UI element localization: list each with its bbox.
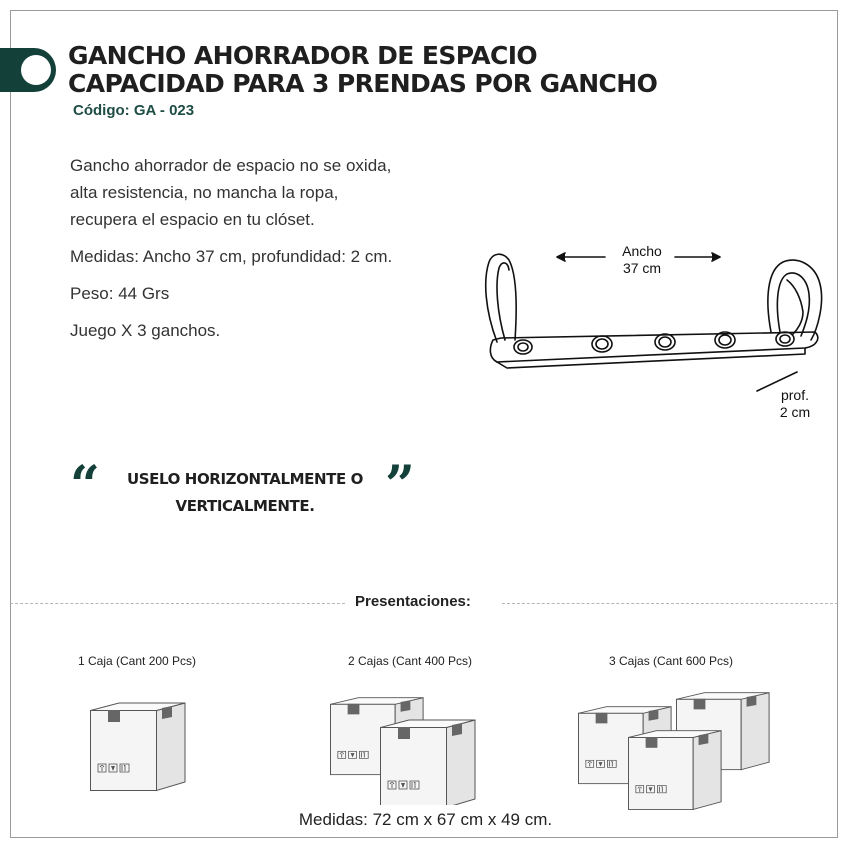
slogan-line-1: USELO HORIZONTALMENTE O [126, 470, 364, 488]
depth-dimension [770, 387, 820, 421]
width-dimension [612, 243, 672, 277]
set-text: Juego X 3 ganchos. [70, 321, 221, 340]
product-code: Código: GA - 023 [73, 102, 195, 119]
presentations-title: Presentaciones: [355, 593, 471, 610]
description-line-1: Gancho ahorrador de espacio no se oxida, [70, 156, 392, 175]
slogan-line-2: VERTICALMENTE. [175, 497, 315, 515]
presentation-label-2: 2 Cajas (Cant 400 Pcs) [348, 654, 473, 668]
product-title [68, 42, 657, 98]
product-description [70, 152, 490, 354]
cardboard-box-icon [90, 700, 190, 796]
depth-label: prof. [780, 387, 809, 403]
slogan-text [70, 466, 420, 520]
width-value: 37 cm [622, 260, 662, 276]
close-quote-icon: ” [385, 455, 415, 516]
width-label: Ancho [622, 243, 662, 259]
open-quote-icon: “ [70, 455, 100, 516]
measures-text: Medidas: Ancho 37 cm, profundidad: 2 cm. [70, 247, 393, 266]
cardboard-box-icon [330, 695, 480, 805]
presentation-label-1: 1 Caja (Cant 200 Pcs) [78, 654, 197, 668]
title-line-2: CAPACIDAD PARA 3 PRENDAS POR GANCHO [68, 69, 658, 98]
divider-left [10, 603, 345, 604]
weight-text: Peso: 44 Grs [70, 284, 170, 303]
title-line-1: GANCHO AHORRADOR DE ESPACIO [68, 41, 538, 70]
description-line-3: recupera el espacio en tu clóset. [70, 210, 315, 229]
presentation-label-3: 3 Cajas (Cant 600 Pcs) [609, 654, 734, 668]
cardboard-box-icon [578, 690, 778, 814]
description-line-2: alta resistencia, no mancha la ropa, [70, 183, 339, 202]
box-measures: Medidas: 72 cm x 67 cm x 49 cm. [298, 810, 553, 829]
depth-value: 2 cm [779, 404, 811, 420]
divider-right [502, 603, 838, 604]
toggle-badge-icon [0, 48, 56, 92]
